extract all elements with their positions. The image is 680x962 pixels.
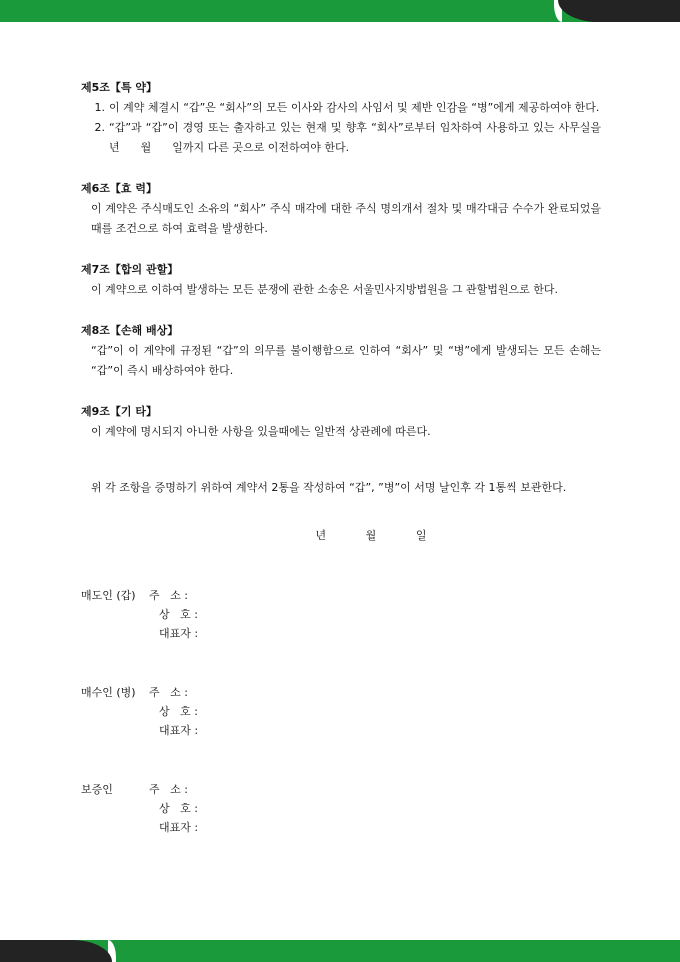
article-title: 제9조【기 타】 [81, 405, 157, 418]
article-8 [81, 321, 601, 381]
representative-field: 대표자 : [159, 627, 199, 640]
item-text: 이 계약 체결시 “갑”은 “회사”의 모든 이사와 감사의 사임서 및 제반 인감을 “병”에게 제공하여야 한다. [109, 101, 600, 114]
company-field: 상 호 : [159, 802, 198, 815]
closing-statement: 위 각 조항을 증명하기 위하여 계약서 2통을 작성하여 “갑”, ”병”이 서명 날인후 각 1통씩 보관한다. [91, 481, 567, 494]
company-field: 상 호 : [159, 705, 198, 718]
list-item [81, 98, 601, 118]
article-7 [81, 260, 601, 300]
article-text: 이 계약으로 이하여 발생하는 모든 분쟁에 관한 소송은 서울민사지방법원을 그 관할법원으로 한다. [91, 283, 558, 296]
document-content [81, 78, 629, 837]
party-buyer [81, 683, 601, 740]
party-role: 보증인 [81, 783, 113, 796]
item-number: 2. [94, 121, 105, 134]
date-month: 월 [365, 529, 377, 542]
article-text: “갑”이 이 계약에 규정된 “갑”의 의무를 불이행함으로 인하여 “회사” 및 “병”에게 발생되는 모든 손해는 “갑”이 즉시 배상하여야 한다. [91, 344, 601, 377]
address-field: 주 소 : [149, 686, 188, 699]
article-title: 제7조【합의 관할】 [81, 263, 179, 276]
company-field: 상 호 : [159, 608, 198, 621]
article-title: 제5조【특 약】 [81, 81, 157, 94]
party-role: 매도인 (갑) [81, 589, 136, 602]
list-item [81, 118, 629, 158]
date-year: 년 [315, 529, 327, 542]
footer-dark-corner [0, 940, 112, 962]
article-6 [81, 179, 601, 239]
article-9 [81, 402, 601, 442]
article-text: 이 계약은 주식매도인 소유의 “회사” 주식 매각에 대한 주식 명의개서 절차 및 매각대금 수수가 완료되었을 때를 조건으로 하여 효력을 발생한다. [91, 202, 601, 235]
signing-date [81, 526, 601, 546]
address-field: 주 소 : [149, 589, 188, 602]
article-title: 제6조【효 력】 [81, 182, 157, 195]
representative-field: 대표자 : [159, 724, 199, 737]
article-text: 이 계약에 명시되지 아니한 사항을 있을때에는 일반적 상관례에 따른다. [91, 425, 431, 438]
party-seller [81, 586, 601, 643]
item-text: “갑”과 “갑”이 경영 또는 출자하고 있는 현재 및 향후 “회사”로부터 임차하여 사용하고 있는 사무실을 년 월 일까지 다른 곳으로 이전하여야 한다. [109, 121, 629, 154]
party-guarantor [81, 780, 601, 837]
representative-field: 대표자 : [159, 821, 199, 834]
header-dark-corner [558, 0, 680, 22]
article-5 [81, 78, 629, 158]
address-field: 주 소 : [149, 783, 188, 796]
article-title: 제8조【손해 배상】 [81, 324, 179, 337]
item-number: 1. [94, 101, 105, 114]
date-day: 일 [415, 529, 427, 542]
party-role: 매수인 (병) [81, 686, 136, 699]
